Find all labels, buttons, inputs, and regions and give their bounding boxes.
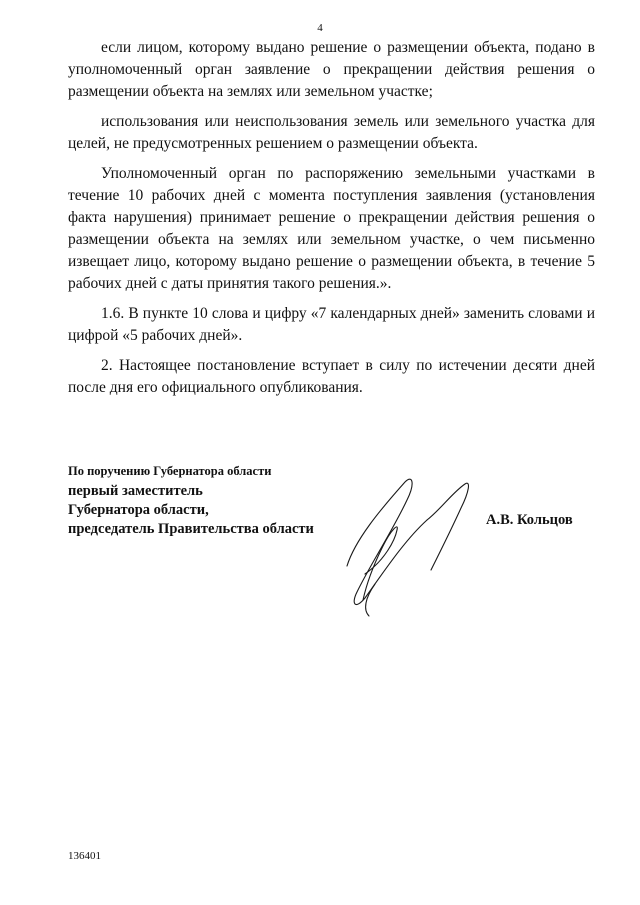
paragraph: 2. Настоящее постановление вступает в силу по истечении десяти дней после дня его официального опубликования. bbox=[68, 357, 595, 396]
paragraph: 1.6. В пункте 10 слова и цифру «7 календарных дней» заменить словами и цифрой «5 рабочих дней». bbox=[68, 305, 595, 344]
on-behalf-line: По поручению Губернатора области bbox=[68, 464, 272, 478]
signer-title-line: председатель Правительства области bbox=[68, 521, 314, 537]
document-code: 136401 bbox=[68, 850, 101, 862]
paragraph: Уполномоченный орган по распоряжению земельными участками в течение 10 рабочих дней с момента поступления заявления (установления факта нарушения) принимает решение о прекращении действия решения о размещении объекта на землях или земельном участке, о чем письменно извещает лицо, которому выдано решение о размещении объекта, в течение 5 рабочих дней с даты принятия такого решения.». bbox=[68, 165, 595, 292]
signature-block bbox=[68, 463, 368, 539]
document-body bbox=[68, 37, 595, 407]
paragraph: если лицом, которому выдано решение о размещении объекта, подано в уполномоченный орган заявление о прекращении действия решения о размещении объекта на землях или земельном участке; bbox=[68, 39, 595, 100]
signer-title-line: первый заместитель bbox=[68, 483, 203, 499]
paragraph: использования или неиспользования земель или земельного участка для целей, не предусмотренных решением о размещении объекта. bbox=[68, 113, 595, 152]
signer-name: А.В. Кольцов bbox=[486, 512, 573, 528]
page-number: 4 bbox=[317, 22, 323, 34]
signer-title-line: Губернатора области, bbox=[68, 502, 209, 518]
handwritten-signature bbox=[335, 470, 485, 620]
